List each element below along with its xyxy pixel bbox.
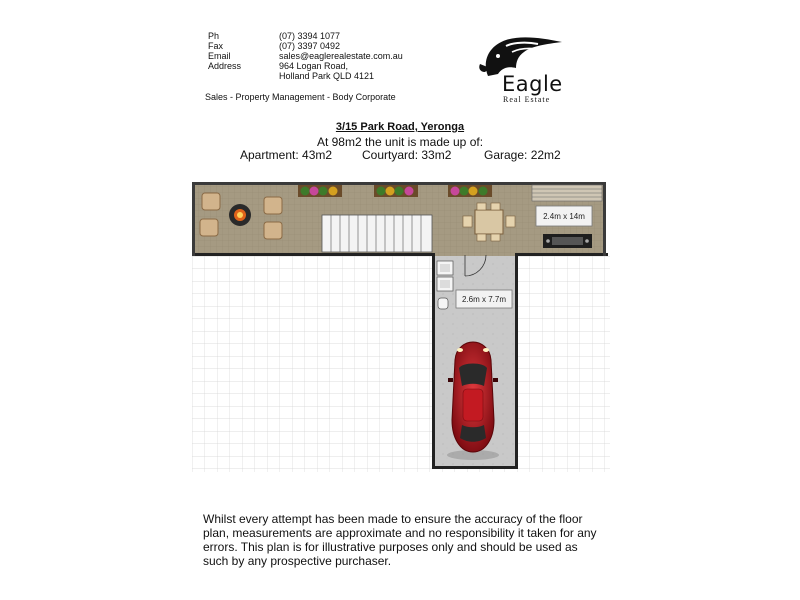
planter-box-1 [298,185,342,197]
courtyard-wall-bottom [192,253,432,256]
garage-wall-left [432,253,435,469]
staircase [322,215,432,252]
email-address: sales@eaglerealestate.com.au [279,51,403,61]
garage-area: Garage: 22m2 [484,148,561,162]
fax-label: Fax [208,41,224,51]
disclaimer-text: Whilst every attempt has been made to ensure the accuracy of the floor plan, measurements are approximate and no responsibility it taken for any errors. This plan is for illustrative purposes only and should be used as such by any prospective purchaser. [203,512,597,568]
fax-number: (07) 3397 0492 [279,41,341,51]
logo-subtitle: Real Estate [503,95,551,104]
planter-box-3 [448,185,492,197]
email-label: Email [208,51,231,61]
logo-brand: Eagle [502,72,563,96]
phone-number: (07) 3394 1077 [279,31,341,41]
bbq-grill [543,234,592,248]
courtyard-wall-top [192,182,606,185]
address-line-2: Holland Park QLD 4121 [279,71,375,81]
entry-steps [532,185,602,201]
apartment-area: Apartment: 43m2 [240,148,333,162]
garage-dimension: 2.6m x 7.7m [461,295,507,304]
courtyard-wall-bottom-right [516,253,608,256]
address-line-1: 964 Logan Road, [279,61,349,71]
phone-label: Ph [208,31,220,41]
address-label: Address [208,61,242,71]
garage-wall-bottom [432,466,518,469]
grid-background [192,256,610,472]
courtyard-dimension: 2.4m x 14m [543,212,585,221]
services-line: Sales - Property Management - Body Corporate [205,92,396,102]
planter-box-2 [374,185,418,197]
property-title: 3/15 Park Road, Yeronga [335,121,465,133]
garage-wall-right [515,253,518,469]
courtyard-area: Courtyard: 33m2 [362,148,452,162]
property-summary: At 98m2 the unit is made up of: [316,135,484,149]
